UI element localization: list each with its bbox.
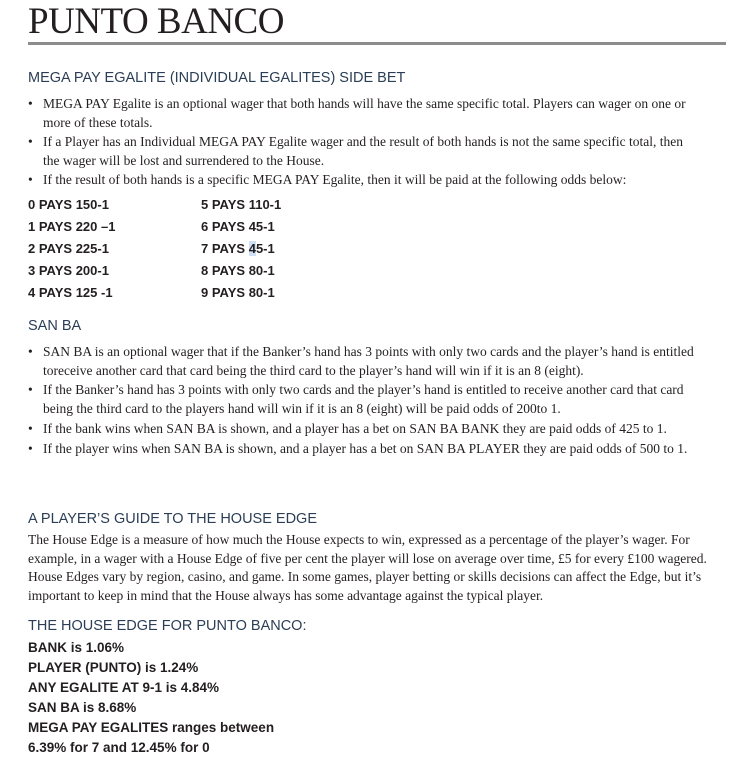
bullet-item: • If the Banker’s hand has 3 points with only two cards and the player’s hand is entitled to receive another card that card being the third card to the players hand will win if it is an 8 (eight) will be paid odds of 200to 1. (28, 380, 700, 418)
house-edge-list (28, 638, 274, 758)
odds-right-9: 9 PAYS 80-1 (201, 285, 275, 300)
odds-right-6: 6 PAYS 45-1 (201, 219, 275, 234)
odds-right-8: 8 PAYS 80-1 (201, 263, 275, 278)
bullet-item: • MEGA PAY Egalite is an optional wager that both hands will have the same specific total. Players can wager on one or more of these totals. (28, 94, 700, 132)
san-ba-bullets (28, 342, 700, 458)
house-edge-line: PLAYER (PUNTO) is 1.24% (28, 660, 199, 675)
odds-right-7-suffix: 5-1 (255, 241, 275, 256)
odds-right-7-prefix: 7 PAYS (201, 241, 249, 256)
bullet-item: • If a Player has an Individual MEGA PAY Egalite wager and the result of both hands is not the same specific total, then the wager will be lost and surrendered to the House. (28, 132, 700, 170)
odds-left-2: 2 PAYS 225-1 (28, 241, 109, 256)
house-edge-heading: THE HOUSE EDGE FOR PUNTO BANCO: (28, 618, 307, 634)
san-ba-heading: SAN BA (28, 318, 82, 334)
odds-left-3: 3 PAYS 200-1 (28, 263, 109, 278)
mega-pay-heading: MEGA PAY EGALITE (INDIVIDUAL EGALITES) SIDE BET (28, 70, 406, 86)
mega-pay-bullets (28, 94, 700, 189)
odds-left-4: 4 PAYS 125 -1 (28, 285, 113, 300)
guide-paragraph: The House Edge is a measure of how much the House expects to win, expressed as a percentage of the player’s wager. For example, in a wager with a House Edge of five per cent the player will lose on average over time, £5 for every £100 wagered. House Edges vary by region, casino, and game. In some games, player betting or skills decisions can affect the Edge, but it’s important to keep in mind that the House always has some advantage against the typical player. (28, 532, 707, 603)
odds-table (28, 197, 428, 307)
bullet-item: • If the player wins when SAN BA is shown, and a player has a bet on SAN BA PLAYER they are paid odds of 500 to 1. (28, 439, 700, 458)
odds-left-0: 0 PAYS 150-1 (28, 197, 109, 212)
house-edge-line: BANK is 1.06% (28, 640, 125, 655)
odds-right-7 (201, 241, 275, 256)
house-edge-line: MEGA PAY EGALITES ranges between (28, 720, 275, 735)
house-edge-line: ANY EGALITE AT 9-1 is 4.84% (28, 680, 220, 695)
house-edge-line: SAN BA is 8.68% (28, 700, 137, 715)
text-selection-highlight: 4 (248, 241, 256, 256)
bullet-item: • If the result of both hands is a specific MEGA PAY Egalite, then it will be paid at the following odds below: (28, 170, 700, 189)
house-edge-line: 6.39% for 7 and 12.45% for 0 (28, 740, 210, 755)
page-title: PUNTO BANCO (28, 1, 284, 42)
title-divider (28, 42, 726, 45)
bullet-item: • If the bank wins when SAN BA is shown, and a player has a bet on SAN BA BANK they are paid odds of 425 to 1. (28, 419, 700, 438)
guide-heading: A PLAYER’S GUIDE TO THE HOUSE EDGE (28, 511, 318, 527)
bullet-item: • SAN BA is an optional wager that if the Banker’s hand has 3 points with only two cards and the player’s hand is entitled toreceive another card that card being the third card to the player’s hand will win if it is an 8 (eight). (28, 342, 700, 380)
odds-right-5: 5 PAYS 110-1 (201, 197, 282, 212)
odds-left-1: 1 PAYS 220 –1 (28, 219, 116, 234)
